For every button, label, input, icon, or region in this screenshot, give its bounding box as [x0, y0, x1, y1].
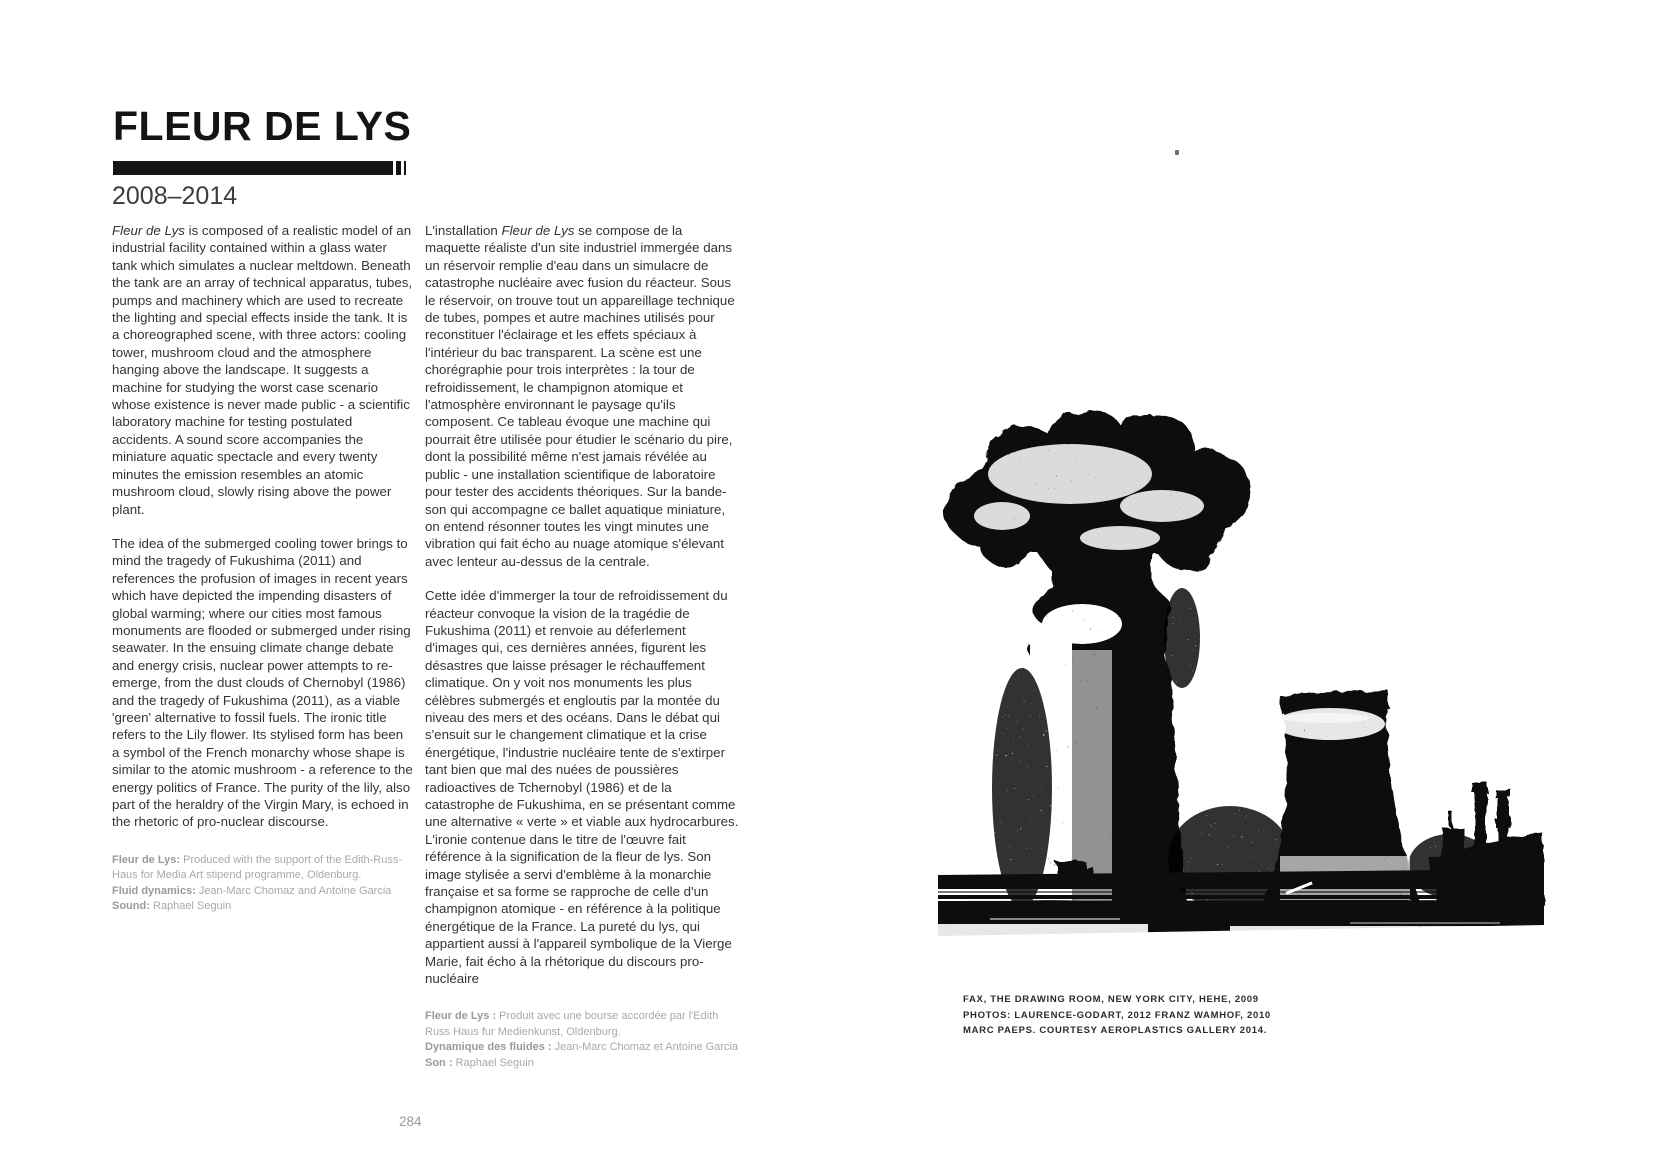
credit-label: Fleur de Lys : [425, 1010, 497, 1023]
credits-english [112, 853, 414, 915]
paragraph-english-2: The idea of the submerged cooling tower brings to mind the tragedy of Fukushima (2011) and references the profusion of images in recent years which have depicted the impending disasters of global warming; where our cities most famous monuments are flooded or submerged under rising seawater. In the ensuing climate change debate and energy crisis, nuclear power attempts to re-emerge, from the dust clouds of Chernobyl (1986) and the tragedy of Fukushima (2011), as a viable 'green' alternative to fossil fuels. The ironic title refers to the Lily flower. Its stylised form has been a symbol of the French monarchy whose shape is similar to the atomic mushroom - a reference to the energy politics of France. The purity of the lily, also part of the heraldry of the Virgin Mary, is echoed in the rhetoric of pro-nuclear discourse. [112, 535, 413, 830]
credit-label: Sound: [112, 900, 150, 913]
credit-line: Fluid dynamics: Jean-Marc Chomaz and Antoine Garcia [112, 884, 392, 897]
credit-label: Son : [425, 1056, 453, 1069]
credit-line: Sound: Raphael Seguin [112, 900, 232, 913]
title-bar-main [113, 161, 393, 175]
paragraph-french-2: Cette idée d'immerger la tour de refroidissement du réacteur convoque la vision de la tragédie de Fukushima (2011) et renvoie au déferlement d'images qui, ces dernières années, figurent les désastres que laisse présager le réchauffement climatique. On y voit nos monuments les plus célèbres submergés et engloutis par la montée du niveau des mers et des océans. Dans le débat qui s'ensuit sur le changement climatique et la crise énergétique, l'industrie nucléaire tente de s'extirper tant bien que mal des nuées de poussières radioactives de Tchernobyl (1986) et de la catastrophe de Fukushima, en se présentant comme une alternative « verte » et viable aux hydrocarbures. L'ironie contenue dans le titre de l'œuvre fait référence à la signification de la fleur de lys. Son image stylisée a servi d'emblème à la monarchie française et sa forme se rapproche de celle d'un champignon atomique - en référence à la politique énergétique de la France. La pureté du lys, qui appartient aussi à l'appareil symbolique de la Vierge Marie, fait écho à la rhétorique du discours pro-nucléaire [425, 588, 739, 987]
credit-label: Dynamique des fluides : [425, 1041, 552, 1054]
artwork-figure [930, 388, 1570, 1036]
credit-line: Son : Raphael Seguin [425, 1056, 534, 1069]
title-bar-tick [404, 161, 406, 175]
artwork-title-inline: Fleur de Lys [112, 223, 185, 238]
credit-line: Dynamique des fluides : Jean-Marc Chomaz et Antoine Garcia [425, 1041, 739, 1054]
print-artifact-dot [1175, 150, 1179, 155]
page-title: FLEUR DE LYS [113, 103, 412, 149]
credit-label: Fluid dynamics: [112, 884, 196, 897]
caption-line: MARC PAEPS. COURTESY AEROPLASTICS GALLERY 2014. [963, 1025, 1268, 1036]
artwork-title-inline: Fleur de Lys [501, 223, 575, 238]
caption-line: FAX, THE DRAWING ROOM, NEW YORK CITY, HEHE, 2009 [963, 994, 1259, 1005]
credit-label: Fleur de Lys: [112, 853, 181, 866]
paragraph-french-1: L'installation Fleur de Lys se compose de la maquette réaliste d'un site industriel immergée dans un réservoir remplie d'eau dans un simulacre de catastrophe nucléaire avec fusion du réacteur. Sous le réservoir, on trouve tout un appareillage technique de tubes, pompes et autre machines utilisés pour reconstituer l'éclairage et les effets spéciaux à l'intérieur du bac transparent. La scène est une chorégraphie pour trois interprètes : la tour de refroidissement, le champignon atomique et l'atmosphère environnant le paysage qu'ils composent. Ce tableau évoque une machine qui pourrait être utilisée pour étudier le scénario du pire, dont la possibilité même n'est jamais révélée au public - une installation scientifique de laboratoire pour tester des accidents théoriques. Sur la bande-son qui accompagne ce ballet aquatique miniature, on entend résonner toutes les vingt minutes une vibration qui fait écho au nuage atomique s'élevant avec lenteur au-dessus de la centrale. [425, 223, 735, 569]
credit-line: Fleur de Lys : Produit avec une bourse accordée par l'Edith Russ Haus fur Medienkunst, Oldenburg. [425, 1010, 719, 1038]
mushroom-cloud-photo [930, 388, 1550, 968]
title-bar-tick [396, 161, 401, 175]
credit-line: Fleur de Lys: Produced with the support of the Edith-Russ-Haus for Media Art stipend programme, Oldenburg. [112, 853, 403, 882]
french-column [425, 222, 741, 1071]
credits-french [425, 1009, 741, 1071]
english-column [112, 222, 414, 915]
figure-caption [963, 992, 1353, 1039]
title-underline-bar [113, 161, 413, 175]
caption-line: PHOTOS: LAURENCE-GODART, 2012 FRANZ WAMHOF, 2010 [963, 1009, 1271, 1021]
years-range: 2008–2014 [112, 182, 238, 210]
tower-right-white-band [1282, 713, 1370, 723]
page-number: 284 [399, 1114, 422, 1129]
paragraph-english-1: Fleur de Lys is composed of a realistic model of an industrial facility contained within a glass water tank which simulates a nuclear meltdown. Beneath the tank are an array of technical apparatus, tubes, pumps and machinery which are used to recreate the lighting and special effects inside the tank. It is a choreographed scene, with three actors: cooling tower, mushroom cloud and the atmosphere hanging above the landscape. It suggests a machine for studying the worst case scenario whose existence is never made public - a scientific laboratory machine for testing postulated accidents. A sound score accompanies the miniature aquatic spectacle and every twenty minutes the emission resembles an atomic mushroom cloud, slowly rising above the power plant. [112, 223, 413, 517]
